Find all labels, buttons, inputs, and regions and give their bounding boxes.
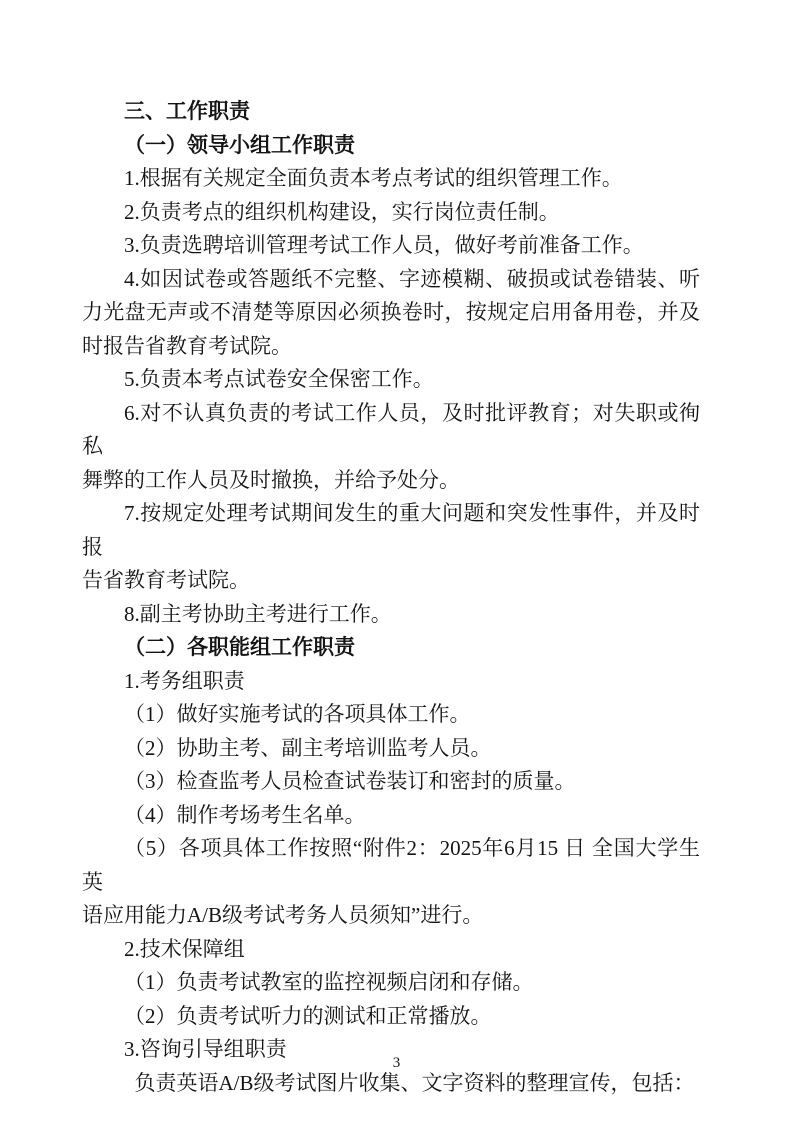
paragraph <box>82 397 700 498</box>
text-line: （2）负责考试听力的测试和正常播放。 <box>124 1003 492 1028</box>
paragraph <box>82 162 700 196</box>
paragraph <box>82 799 700 833</box>
text-line: 2.技术保障组 <box>124 936 245 961</box>
text-line: 力光盘无声或不清楚等原因必须换卷时，按规定启用备用卷，并及 <box>82 300 700 324</box>
text-line: （4）制作考场考生名单。 <box>124 802 366 827</box>
text-line: （5）各项具体工作按照“附件2：2025年6月15 日 全国大学生英 <box>82 836 700 894</box>
page-number: 3 <box>392 1055 401 1071</box>
text-line: （二）各职能组工作职责 <box>124 636 355 659</box>
document-body <box>82 95 700 1100</box>
paragraph <box>82 832 700 933</box>
text-line: （一）领导小组工作职责 <box>124 133 355 157</box>
text-line: 三、工作职责 <box>124 100 250 123</box>
text-line: 2.负责考点的组织机构建设，实行岗位责任制。 <box>124 199 560 224</box>
text-line: 6.对不认真负责的考试工作人员，及时批评教育；对失职或徇私 <box>82 400 700 458</box>
section-heading <box>82 95 700 129</box>
section-heading <box>82 129 700 163</box>
text-line: 3.咨询引导组职责 <box>124 1037 287 1061</box>
text-line: 1.根据有关规定全面负责本考点考试的组织管理工作。 <box>124 166 623 190</box>
paragraph <box>82 665 700 699</box>
text-line: （2）协助主考、副主考培训监考人员。 <box>124 735 492 760</box>
text-line: 1.考务组职责 <box>124 668 245 693</box>
text-line: 告省教育考试院。 <box>82 568 250 592</box>
text-line: （1）负责考试教室的监控视频启闭和存储。 <box>124 970 534 994</box>
text-line: 8.副主考协助主考进行工作。 <box>124 601 392 626</box>
paragraph <box>82 1000 700 1034</box>
text-line: 语应用能力A/B级考试考务人员须知”进行。 <box>82 903 484 927</box>
paragraph <box>82 229 700 263</box>
paragraph <box>82 698 700 732</box>
paragraph <box>82 196 700 230</box>
paragraph <box>82 732 700 766</box>
text-line: 负责英语A/B级考试图片收集、文字资料的整理宣传，包括： <box>134 1070 695 1095</box>
paragraph <box>82 363 700 397</box>
paragraph <box>82 933 700 967</box>
paragraph <box>82 263 700 364</box>
text-line: 5.负责本考点试卷安全保密工作。 <box>124 367 434 391</box>
text-line: 舞弊的工作人员及时撤换，并给予处分。 <box>82 467 460 492</box>
paragraph <box>82 966 700 1000</box>
text-line: 4.如因试卷或答题纸不完整、字迹模糊、破损或试卷错装、听 <box>124 266 700 291</box>
text-line: 3.负责选聘培训管理考试工作人员，做好考前准备工作。 <box>124 233 644 257</box>
section-heading <box>82 631 700 665</box>
text-line: （1）做好实施考试的各项具体工作。 <box>124 702 471 726</box>
text-line: （3）检查监考人员检查试卷装订和密封的质量。 <box>124 769 576 793</box>
paragraph <box>82 497 700 598</box>
text-line: 时报告省教育考试院。 <box>82 333 292 358</box>
text-line: 7.按规定处理考试期间发生的重大问题和突发性事件，并及时报 <box>82 501 700 559</box>
paragraph <box>82 765 700 799</box>
paragraph <box>82 598 700 632</box>
